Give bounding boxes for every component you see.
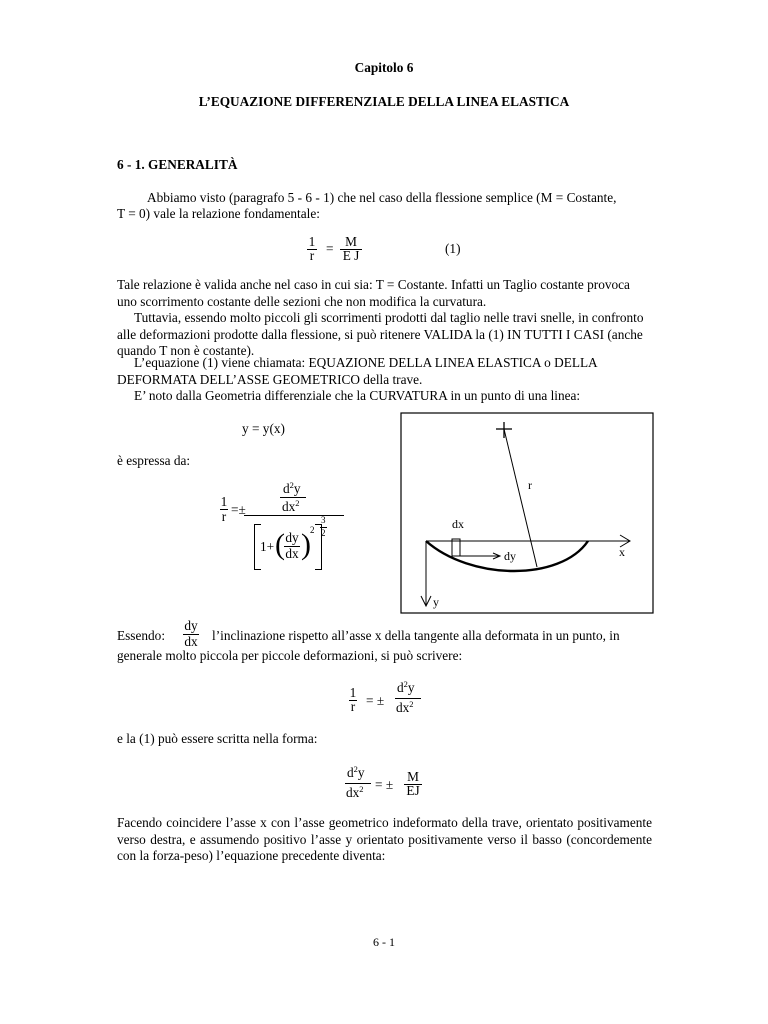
curv-sup-2a: 2 [289,480,294,490]
eq3-dx: dx [346,785,360,800]
eq3-d: d [347,765,354,780]
form-text: e la (1) può essere scritta nella forma: [117,731,318,746]
final-paragraph: Facendo coincidere l’asse x con l’asse geometrico indeformato della trave, orientato positivamente verso destra, e assumendo positivo l’asse y orientato positivamente verso il basso (concordemente con la forza-peso) l’equazione precedente diventa: [117,815,652,863]
label-r: r [528,478,532,492]
curv-square-exponent: 2 [310,525,315,535]
eq2-d: d [397,680,404,695]
curv-left-paren: ( [275,528,285,561]
eq2-y: y [407,680,415,695]
curv-top-numerator [283,481,301,497]
eq3-ej: EJ [406,783,420,798]
eq3-y: y [357,765,365,780]
eq3-numerator [347,765,365,781]
eq1-label: (1) [445,241,461,256]
eq1-numerator: 1 [308,234,316,249]
curv-equals-pm: =± [231,502,246,517]
radius-line [504,429,537,567]
eq1-right-denominator: E J [342,248,360,263]
eq2-sup-2b: 2 [409,699,414,709]
section-heading: 6 - 1. GENERALITÀ [117,157,238,172]
eq2-one: 1 [349,685,357,700]
eq2-equals-pm: = ± [366,693,385,708]
curv-paren-dx: dx [285,546,299,561]
curv-dx: dx [282,499,296,514]
eq3-equals-pm: = ± [375,777,394,792]
eq2-right-bar [395,698,421,699]
essendo-line-2: generale molto piccola per piccole deformazioni, si può scrivere: [117,648,463,663]
eq2-numerator [397,680,415,696]
eq3-sup-2a: 2 [353,764,358,774]
dx-element [452,539,460,556]
curv-main-bar [244,515,344,516]
chapter-title: L’EQUAZIONE DIFFERENZIALE DELLA LINEA ELASTICA [198,94,570,109]
paragraph-5: E’ noto dalla Geometria differenziale che la CURVATURA in un punto di una linea: [134,388,581,403]
curv-top-denominator [282,499,300,515]
essendo-dx: dx [184,634,198,649]
paragraph-1-line-1: Abbiamo visto (paragrafo 5 - 6 - 1) che nel caso della flessione semplice (M = Costante, [147,190,617,205]
eq3-sup-2b: 2 [359,784,364,794]
label-y: y [433,595,439,609]
eq1-equals: = [326,241,334,256]
paragraph-4: L’equazione (1) viene chiamata: EQUAZIONE DELLA LINEA ELASTICA o DELLA DEFORMATA DELL’ASSE GEOMETRICO della trave. [117,355,597,387]
essendo-label: Essendo: [117,628,166,643]
essendo-dy: dy [184,618,198,633]
curv-right-paren: ) [301,528,311,561]
eq2-sup-2a: 2 [403,679,408,689]
label-x: x [619,545,625,559]
essendo-text: l’inclinazione rispetto all’asse x della tangente alla deformata in un punto, in [212,628,620,643]
curv-inner-bar [280,497,306,498]
eq1-right-numerator: M [345,234,357,249]
curv-r: r [221,509,227,524]
expressed-by-text: è espressa da: [117,453,191,468]
eq3-denominator [346,785,364,801]
curv-paren-dy: dy [285,530,299,545]
paragraph-3: Tuttavia, essendo molto piccoli gli scorrimenti prodotti dal taglio nelle travi snelle, in confronto alle deformazioni prodotte dalla flessione, si può ritenere VALIDA la (1) IN TUTTI I CASI (anche quando T non è costante). [117,310,644,358]
figure-frame [401,413,653,613]
eq2-dx: dx [396,700,410,715]
curv-exp-den: 2 [321,528,326,538]
eq3-left-bar [345,783,371,784]
paragraph-1-line-2: T = 0) vale la relazione fondamentale: [117,206,320,221]
label-dx: dx [452,517,464,531]
eq3-m: M [407,769,419,784]
chapter-label: Capitolo 6 [354,60,414,75]
curv-one: 1 [220,494,228,509]
eq2-r: r [350,699,356,714]
eq1-denominator: r [309,248,315,263]
curv-sup-2b: 2 [295,498,300,508]
eq2-denominator [396,700,414,716]
curve-equation: y = y(x) [242,421,285,436]
label-dy: dy [504,549,516,563]
curv-y: y [293,481,301,496]
curv-d: d [283,481,290,496]
page-number: 6 - 1 [373,935,395,949]
curv-exp-num: 3 [321,515,326,525]
curv-one-plus: 1+ [260,539,275,554]
deflection-figure [400,412,655,616]
paragraph-2: Tale relazione è valida anche nel caso in cui sia: T = Costante. Infatti un Taglio costante provoca uno scorrimento costante delle sezioni che non modifica la curvatura. [117,277,630,309]
